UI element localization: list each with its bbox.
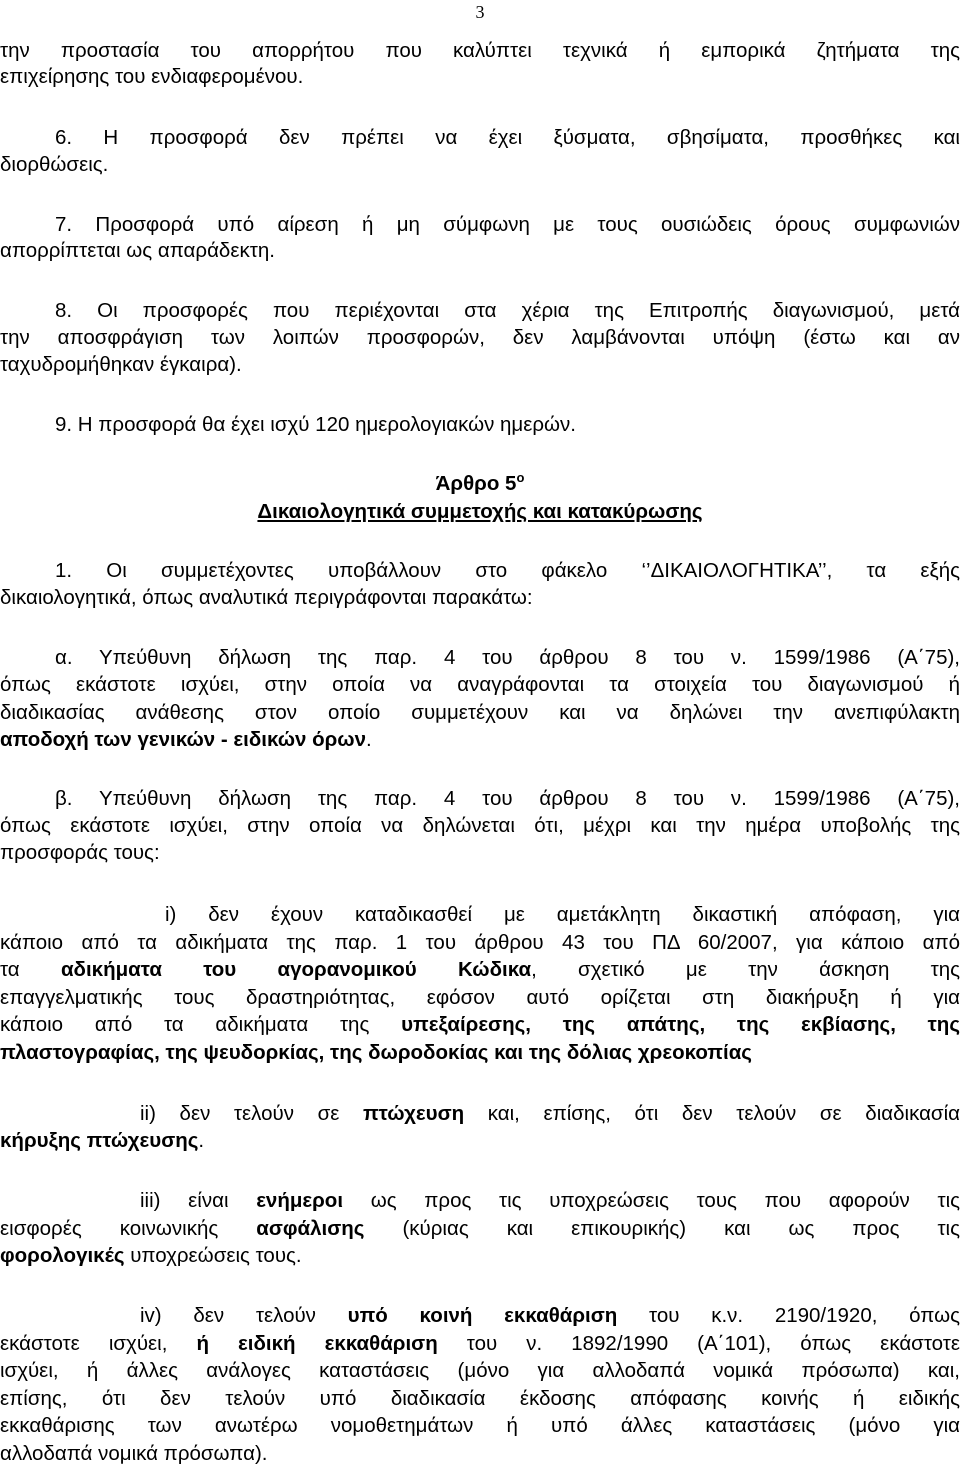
text-segment: ως προς τις υποχρεώσεις τους που αφορούν τις [343, 1189, 960, 1212]
text-line [0, 700, 960, 726]
bold-text: φορολογικές [0, 1244, 125, 1267]
text-segment: β. Υπεύθυνη δήλωση της παρ. 4 του άρθρου 8 του ν. 1599/1986 (Α΄75), [55, 787, 960, 810]
text-line [55, 558, 960, 584]
text-segment: 6. Η προσφορά δεν πρέπει να έχει ξύσματα, σβησίματα, προσθήκες και [55, 126, 960, 149]
text-segment: , σχετικό με την άσκηση της [531, 958, 960, 981]
text-line [0, 238, 960, 264]
text-segment: διαδικασίας ανάθεσης στον οποίο συμμετέχουν και να δηλώνει την ανεπιφύλακτη [0, 701, 960, 724]
text-line [0, 1386, 960, 1412]
text-segment: του κ.ν. 2190/1920, όπως [617, 1304, 960, 1327]
text-line [0, 1331, 960, 1357]
text-segment: υποχρεώσεις τους. [124, 1244, 302, 1267]
text-line [0, 471, 960, 497]
text-segment: απορρίπτεται ως απαράδεκτη. [0, 239, 275, 262]
text-line [0, 1413, 960, 1439]
bold-text: πλαστογραφίας, της ψευδορκίας, της δωροδοκίας και της δόλιας χρεοκοπίας [0, 1041, 752, 1064]
text-line [55, 786, 960, 812]
page-number: 3 [475, 2, 485, 22]
text-segment: 8. Οι προσφορές που περιέχονται στα χέρια της Επιτροπής διαγωνισμού, μετά [55, 299, 960, 322]
text-line [0, 957, 960, 983]
text-line [140, 1303, 960, 1329]
text-segment: α. Υπεύθυνη δήλωση της παρ. 4 του άρθρου 8 του ν. 1599/1986 (Α΄75), [55, 646, 960, 669]
text-line [0, 840, 960, 866]
text-segment: εισφορές κοινωνικής [0, 1217, 257, 1240]
text-segment: 1. Οι συμμετέχοντες υποβάλλουν στο φάκελο ‘’ΔΙΚΑΙΟΛΟΓΗΤΙΚΑ’’, τα εξής [55, 559, 960, 582]
text-segment: επίσης, ότι δεν τελούν υπό διαδικασία έκδοσης απόφασης κοινής ή ειδικής [0, 1387, 960, 1410]
text-line [0, 1358, 960, 1384]
text-segment: προσφοράς τους: [0, 841, 160, 864]
text-line [165, 902, 960, 928]
text-segment: και, επίσης, ότι δεν τελούν σε διαδικασία [464, 1102, 960, 1125]
text-line [0, 1012, 960, 1038]
bold-text: ασφάλισης [256, 1217, 365, 1240]
text-segment: τα [0, 958, 61, 981]
text-segment: iii) είναι [140, 1189, 257, 1212]
text-segment: Άρθρο 5 [435, 472, 517, 495]
text-segment: την προστασία του απορρήτου που καλύπτει τεχνικά ή εμπορικά ζητήματα της [0, 39, 960, 62]
text-line [0, 585, 960, 611]
bold-text: ή ειδική εκκαθάριση [196, 1332, 438, 1355]
text-line [55, 645, 960, 671]
text-line [0, 152, 960, 178]
superscript: ο [516, 470, 525, 485]
text-line [0, 930, 960, 956]
text-segment: 9. Η προσφορά θα έχει ισχύ 120 ημερολογιακών ημερών. [55, 413, 576, 436]
text-segment: όπως εκάστοτε ισχύει, στην οποία να αναγράφονται τα στοιχεία του διαγωνισμού ή [0, 673, 960, 696]
text-segment: διορθώσεις. [0, 153, 109, 176]
text-line [0, 64, 960, 90]
text-segment: κάποιο από τα αδικήματα της [0, 1013, 402, 1036]
text-segment: επιχείρησης του ενδιαφερομένου. [0, 65, 304, 88]
text-line [0, 813, 960, 839]
text-segment: αλλοδαπά νομικά πρόσωπα). [0, 1442, 268, 1465]
text-line [55, 125, 960, 151]
text-line [0, 1128, 960, 1154]
text-line [55, 298, 960, 324]
text-line [55, 412, 960, 438]
text-line [0, 1040, 960, 1066]
text-segment: ταχυδρομήθηκαν έγκαιρα). [0, 353, 242, 376]
bold-text: αδικήματα του αγορανομικού Κώδικα [60, 958, 532, 981]
text-line [0, 325, 960, 351]
bold-text: κήρυξης πτώχευσης [0, 1129, 199, 1152]
text-segment: δικαιολογητικά, όπως αναλυτικά περιγράφονται παρακάτω: [0, 586, 533, 609]
text-segment: εκάστοτε ισχύει, [0, 1332, 197, 1355]
text-segment: ii) δεν τελούν σε [140, 1102, 363, 1125]
text-segment: του ν. 1892/1990 (Α΄101), όπως εκάστοτε [437, 1332, 960, 1355]
text-line [0, 1216, 960, 1242]
text-segment: i) δεν έχουν καταδικασθεί με αμετάκλητη δικαστική απόφαση, για [165, 903, 960, 926]
text-segment: ισχύει, ή άλλες ανάλογες καταστάσεις (μόνο για αλλοδαπά νομικά πρόσωπα) και, [0, 1359, 960, 1382]
text-segment: εκκαθάρισης των ανωτέρω νομοθετημάτων ή υπό άλλες καταστάσεις (μόνο για [0, 1414, 960, 1437]
text-line [0, 1441, 960, 1467]
text-line [0, 499, 960, 525]
bold-text: ενήμεροι [256, 1189, 344, 1212]
text-segment: iv) δεν τελούν [140, 1304, 348, 1327]
text-segment: κάποιο από τα αδικήματα της παρ. 1 του άρθρου 43 του ΠΔ 60/2007, για κάποιο από [0, 931, 960, 954]
text-line [0, 352, 960, 378]
bold-text: πτώχευση [362, 1102, 465, 1125]
text-segment: (κύριας και επικουρικής) και ως προς τις [364, 1217, 960, 1240]
text-line [140, 1188, 960, 1214]
text-line [0, 727, 960, 753]
text-segment: Δικαιολογητικά συμμετοχής και κατακύρωσης [257, 500, 703, 523]
text-segment: . [198, 1129, 205, 1152]
text-segment: . [366, 728, 372, 751]
text-segment: επαγγελματικής τους δραστηριότητας, εφόσον αυτό ορίζεται στη διακήρυξη ή για [0, 986, 960, 1009]
text-line [55, 212, 960, 238]
bold-text: υπεξαίρεσης, της απάτης, της εκβίασης, της [401, 1013, 960, 1036]
text-line [0, 672, 960, 698]
text-line [0, 985, 960, 1011]
text-segment: όπως εκάστοτε ισχύει, στην οποία να δηλώνεται ότι, μέχρι και την ημέρα υποβολής της [0, 814, 960, 837]
text-line [0, 38, 960, 64]
text-line [140, 1101, 960, 1127]
bold-text: αποδοχή των γενικών - ειδικών όρων [0, 728, 367, 751]
text-line [0, 1243, 960, 1269]
text-segment: 7. Προσφορά υπό αίρεση ή μη σύμφωνη με τους ουσιώδεις όρους συμφωνιών [55, 213, 960, 236]
bold-text: υπό κοινή εκκαθάριση [347, 1304, 618, 1327]
text-segment: την αποσφράγιση των λοιπών προσφορών, δεν λαμβάνονται υπόψη (έστω και αν [0, 326, 960, 349]
